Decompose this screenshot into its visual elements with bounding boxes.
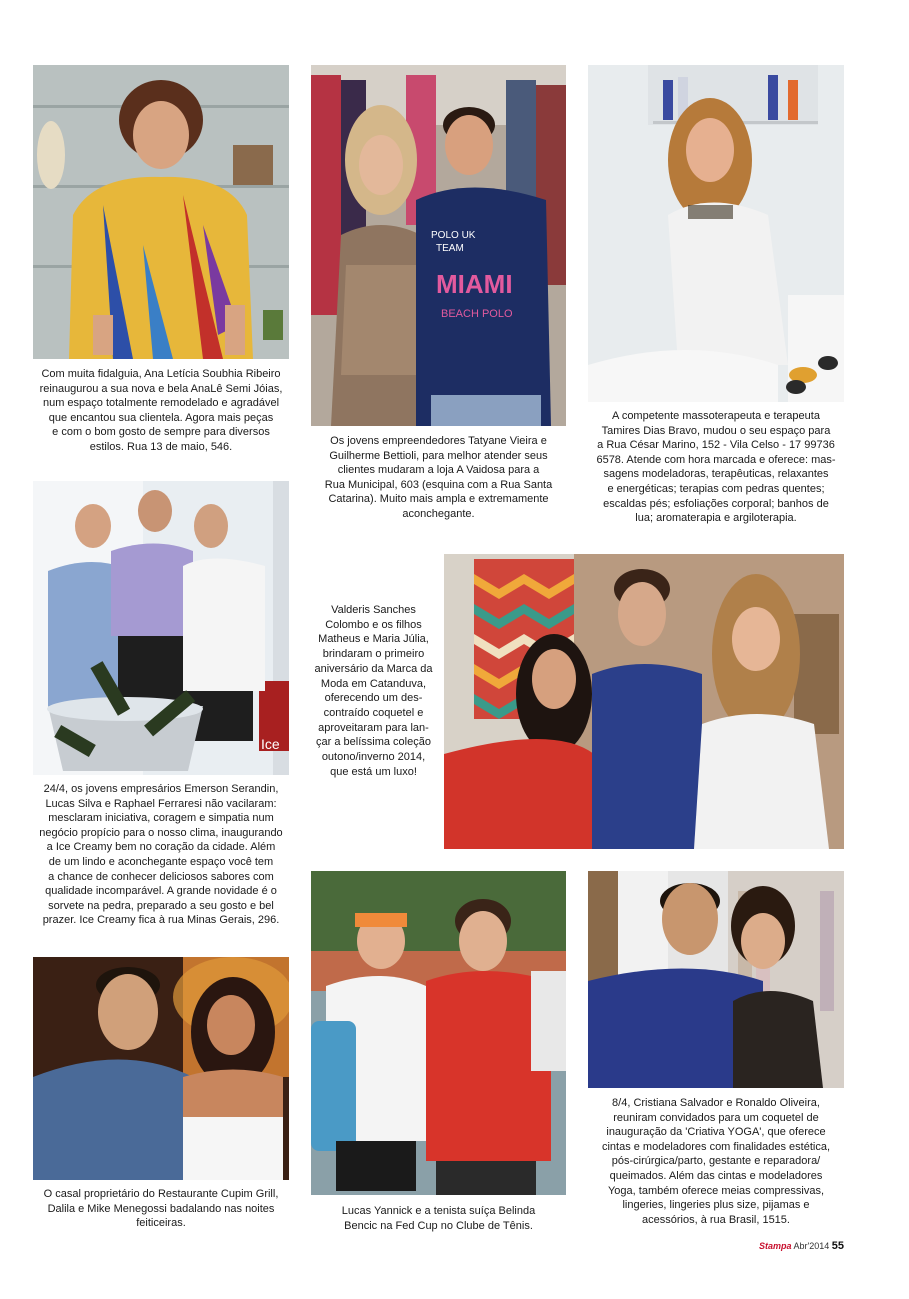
shirt-text-polo: POLO UK <box>431 230 476 241</box>
caption-marca-da-moda <box>311 603 436 779</box>
caption-line: oferecendo um des- <box>324 692 423 705</box>
issue-date: Abr'2014 <box>793 1241 830 1251</box>
caption-line: Moda em Catanduva, <box>320 677 427 690</box>
caption-line: brindaram o primeiro <box>322 648 425 661</box>
caption-line: queimados. Além das cintas e modeladores <box>609 1169 823 1182</box>
caption-line: acessórios, à rua Brasil, 1515. <box>642 1213 790 1226</box>
caption-line: escaldas pés; esfoliações corporal; banhos de <box>603 497 829 510</box>
caption-line: a Rua César Marino, 152 - Vila Celso - 17 99736 <box>597 439 835 452</box>
caption-line: çar a belíssima coleção <box>316 736 431 749</box>
caption-line: Os jovens empreendedores Tatyane Vieira e <box>330 435 547 447</box>
caption-line: Rua Municipal, 603 (esquina com a Rua Santa <box>324 478 553 491</box>
caption-line: prazer. Ice Creamy fica à rua Minas Gerais, 296. <box>42 914 280 927</box>
caption-line: mesclaram iniciativa, coragem e simpatia num <box>48 812 274 825</box>
caption-line: 24/4, os jovens empresários Emerson Serandin, <box>43 783 279 795</box>
caption-line: inauguração da 'Criativa YOGA', que oferece <box>606 1126 826 1139</box>
caption-line: A competente massoterapeuta e terapeuta <box>612 410 820 422</box>
caption-line: lua; aromaterapia e argiloterapia. <box>635 512 797 525</box>
caption-line: aconchegante. <box>402 507 475 520</box>
caption-line: Catarina). Muito mais ampla e extremamente <box>328 493 549 506</box>
caption-line: sorvete na pedra, preparado a seu gosto e bel <box>48 899 274 912</box>
caption-line: aniversário da Marca da <box>314 662 433 675</box>
caption-line: Yoga, também oferece meias compressivas, <box>607 1184 825 1197</box>
caption-ice-creamy <box>33 782 289 928</box>
photo-analê-semi-joias <box>33 65 289 359</box>
caption-line: e com o bom gosto de sempre para diversos <box>52 426 270 439</box>
caption-analê <box>33 367 289 455</box>
photo-marca-da-moda <box>444 554 844 849</box>
magazine-brand: Stampa <box>758 1241 792 1251</box>
caption-line: 6578. Atende com hora marcada e oferece: mas- <box>596 453 836 466</box>
ice-sign-text: Ice <box>261 736 280 752</box>
caption-line: Lucas Silva e Raphael Ferraresi não vacilaram: <box>45 797 277 810</box>
caption-line: contraído coquetel e <box>323 706 424 719</box>
caption-line: negócio propício para o nosso clima, inaugurando <box>39 826 283 839</box>
photo-ice-creamy <box>33 481 289 775</box>
caption-line: Valderis Sanches <box>331 604 416 616</box>
caption-line: O casal proprietário do Restaurante Cupim Grill, <box>43 1188 279 1200</box>
caption-line: de um lindo e aconchegante espaço você tem <box>48 855 274 868</box>
caption-criativa-yoga <box>588 1096 844 1227</box>
caption-line: que encantou sua clientela. Agora mais peças <box>48 411 274 424</box>
caption-fed-cup <box>311 1204 566 1233</box>
caption-line: clientes mudaram a loja A Vaidosa para a <box>337 464 540 477</box>
caption-line: a Ice Creamy bem no coração da cidade. Além <box>46 841 276 854</box>
shirt-text-team: TEAM <box>436 243 464 254</box>
photo-criativa-yoga <box>588 871 844 1088</box>
shirt-text-beach-polo: BEACH POLO <box>441 308 513 320</box>
caption-line: lingeries, lingeries plus size, pijamas e <box>622 1199 810 1212</box>
caption-line: qualidade incomparável. A grande novidade é o <box>45 885 277 898</box>
photo-fed-cup <box>311 871 566 1195</box>
caption-line: Guilherme Bettioli, para melhor atender seus <box>329 449 548 462</box>
caption-line: estilos. Rua 13 de maio, 546. <box>89 440 233 453</box>
caption-line: cintas e modeladores com finalidades estética, <box>601 1140 831 1153</box>
caption-line: Tamires Dias Bravo, mudou o seu espaço para <box>601 424 831 437</box>
caption-line: a chance de conhecer deliciosos sabores com <box>48 870 274 883</box>
photo-tamires-dias-bravo <box>588 65 844 402</box>
caption-tamires <box>588 409 844 526</box>
photo-a-vaidosa <box>311 65 566 426</box>
caption-line: num espaço totalmente remodelado e agradável <box>42 397 280 410</box>
caption-line: feiticeiras. <box>136 1217 186 1230</box>
caption-line: Colombo e os filhos <box>325 618 422 631</box>
caption-a-vaidosa <box>311 434 566 522</box>
caption-line: Com muita fidalguia, Ana Letícia Soubhia Ribeiro <box>41 368 281 380</box>
caption-cupim-grill <box>33 1187 289 1231</box>
caption-line: sagens modeladoras, terapêuticas, relaxantes <box>603 468 829 481</box>
page-number: 55 <box>831 1240 844 1252</box>
shirt-text-miami: MIAMI <box>436 269 513 299</box>
caption-line: Lucas Yannick e a tenista suíça Belinda <box>341 1205 536 1217</box>
caption-line: aproveitaram para lan- <box>318 721 429 734</box>
caption-line: 8/4, Cristiana Salvador e Ronaldo Oliveira, <box>612 1097 820 1109</box>
photo-cupim-grill <box>33 957 289 1180</box>
caption-line: e energéticas; terapias com pedras quentes; <box>607 482 825 495</box>
caption-line: reinaugurou a sua nova e bela AnaLê Semi Jóias, <box>39 382 283 395</box>
caption-line: Dalila e Mike Menegossi badalando nas noites <box>47 1202 275 1215</box>
caption-line: outono/inverno 2014, <box>321 751 426 764</box>
caption-line: pós-cirúrgica/parto, gestante e reparadora/ <box>611 1155 821 1168</box>
page-footer <box>759 1240 844 1252</box>
caption-line: que está um luxo! <box>330 765 417 778</box>
caption-line: Bencic na Fed Cup no Clube de Tênis. <box>344 1219 533 1232</box>
caption-line: Matheus e Maria Júlia, <box>318 633 429 646</box>
caption-line: reuniram convidados para um coquetel de <box>613 1111 819 1124</box>
